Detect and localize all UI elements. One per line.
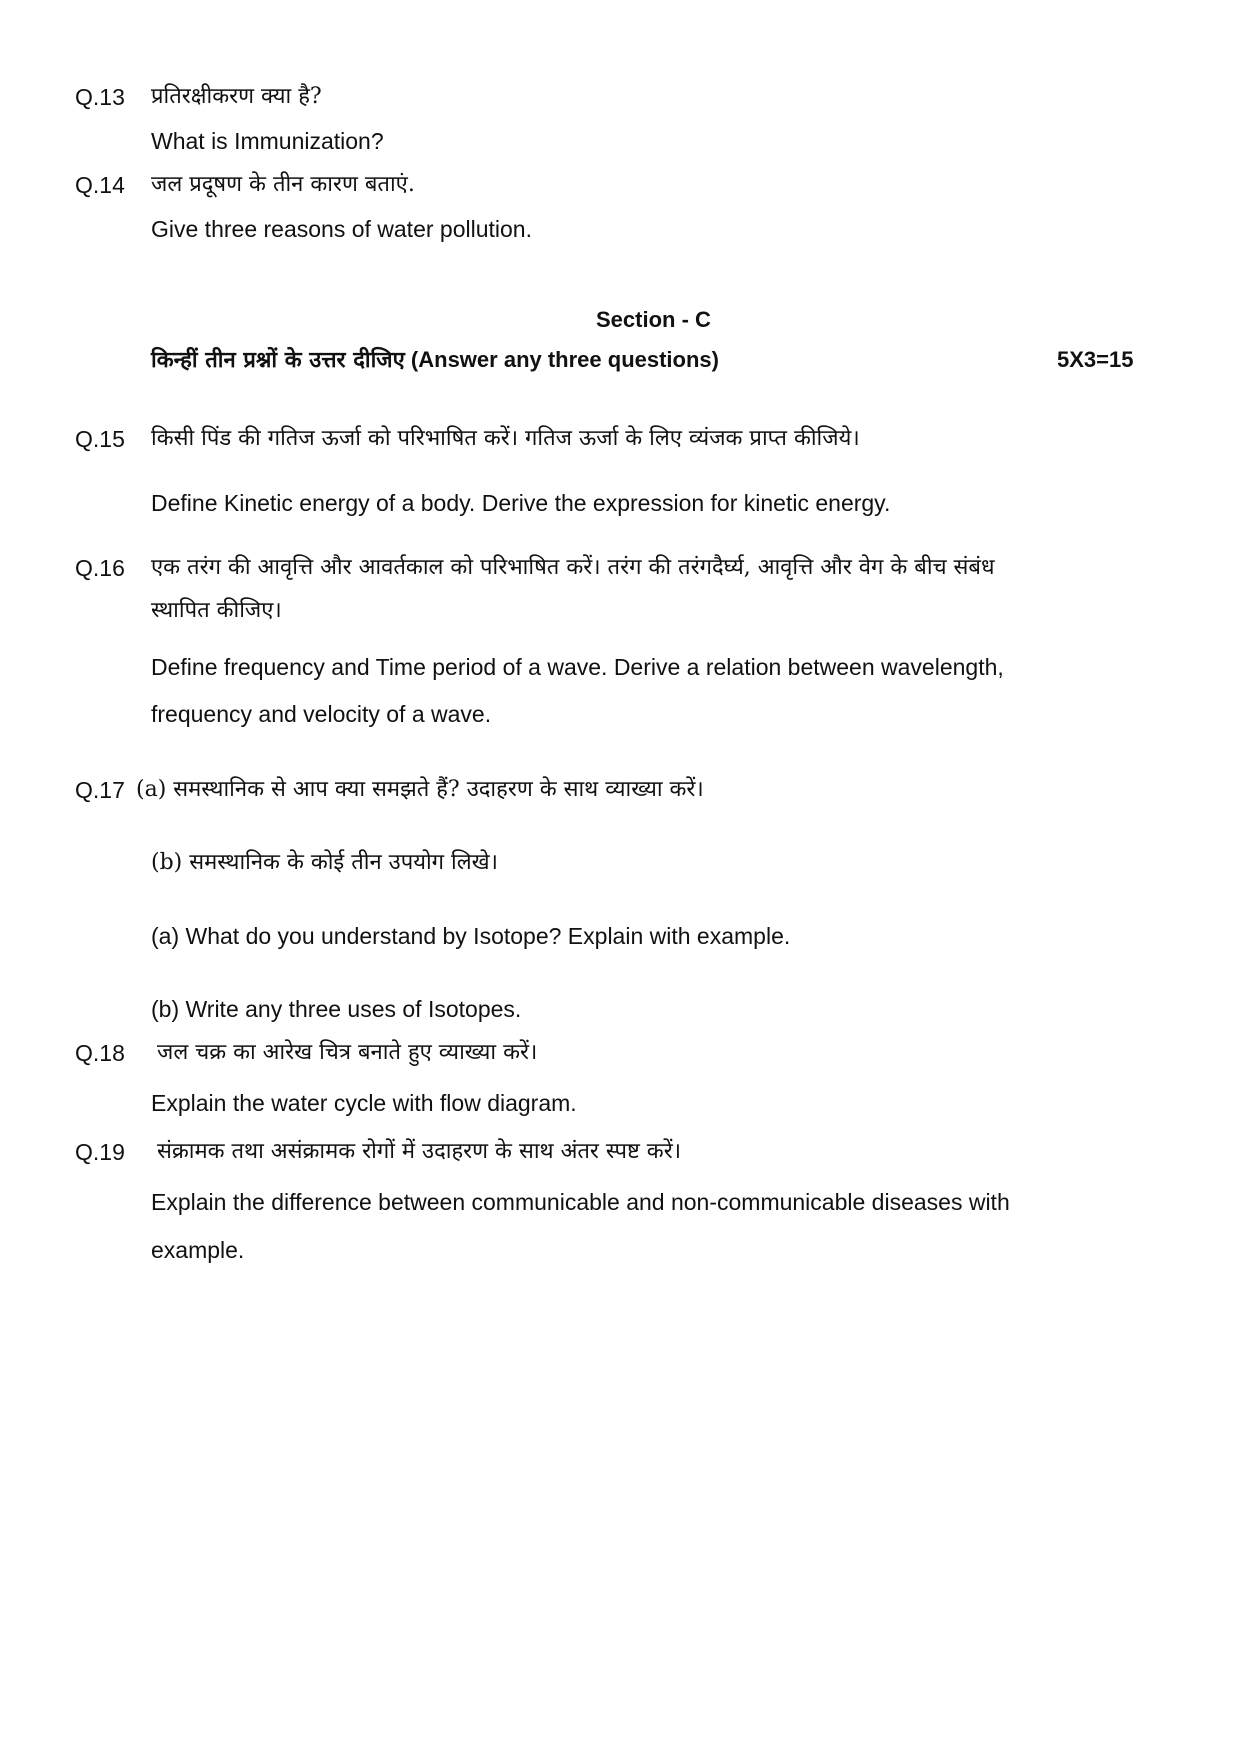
question-number: Q.15 <box>75 426 125 452</box>
question-number: Q.18 <box>75 1040 125 1066</box>
question-text-english: Explain the difference between communicable and non-communicable diseases with <box>151 1189 1010 1215</box>
question-text-hindi: जल चक्र का आरेख चित्र बनाते हुए व्याख्या करें। <box>157 1040 538 1065</box>
question-text-english: Explain the water cycle with flow diagram. <box>151 1090 577 1116</box>
question-text-hindi: स्थापित कीजिए। <box>151 598 282 623</box>
section-marks: 5X3=15 <box>1057 347 1134 372</box>
question-text-hindi: जल प्रदूषण के तीन कारण बताएं. <box>151 172 415 197</box>
section-instruction <box>151 345 719 375</box>
question-text-hindi: (a) समस्थानिक से आप क्या समझते हैं? उदाहरण के साथ व्याख्या करें। <box>136 777 704 802</box>
question-text-english: Give three reasons of water pollution. <box>151 216 532 242</box>
question-number: Q.16 <box>75 555 125 581</box>
section-title: Section - C <box>596 307 711 332</box>
question-text-hindi: संक्रामक तथा असंक्रामक रोगों में उदाहरण के साथ अंतर स्पष्ट करें। <box>157 1139 682 1164</box>
question-text-english: frequency and velocity of a wave. <box>151 701 492 727</box>
question-text-english: example. <box>151 1237 245 1263</box>
question-text-hindi: (b) समस्थानिक के कोई तीन उपयोग लिखे। <box>151 850 498 875</box>
question-number: Q.19 <box>75 1139 125 1165</box>
question-text-english: (b) Write any three uses of Isotopes. <box>151 996 522 1022</box>
question-text-english: What is Immunization? <box>151 128 384 154</box>
section-instruction-hindi: किन्हीं तीन प्रश्नों के उत्तर दीजिए <box>151 347 405 373</box>
question-text-english: Define frequency and Time period of a wave. Derive a relation between wavelength, <box>151 654 1004 680</box>
question-text-english: Define Kinetic energy of a body. Derive the expression for kinetic energy. <box>151 490 891 516</box>
question-text-hindi: एक तरंग की आवृत्ति और आवर्तकाल को परिभाषित करें। तरंग की तरंगदैर्घ्य, आवृत्ति और वेग के बीच संबंध <box>151 555 995 580</box>
question-number: Q.13 <box>75 84 125 110</box>
question-number: Q.17 <box>75 777 125 803</box>
question-number: Q.14 <box>75 172 125 198</box>
question-text-hindi: किसी पिंड की गतिज ऊर्जा को परिभाषित करें। गतिज ऊर्जा के लिए व्यंजक प्राप्त कीजिये। <box>151 426 860 451</box>
section-instruction-english: (Answer any three questions) <box>410 347 719 372</box>
question-text-english: (a) What do you understand by Isotope? Explain with example. <box>151 923 791 949</box>
question-text-hindi: प्रतिरक्षीकरण क्या है? <box>151 84 322 109</box>
